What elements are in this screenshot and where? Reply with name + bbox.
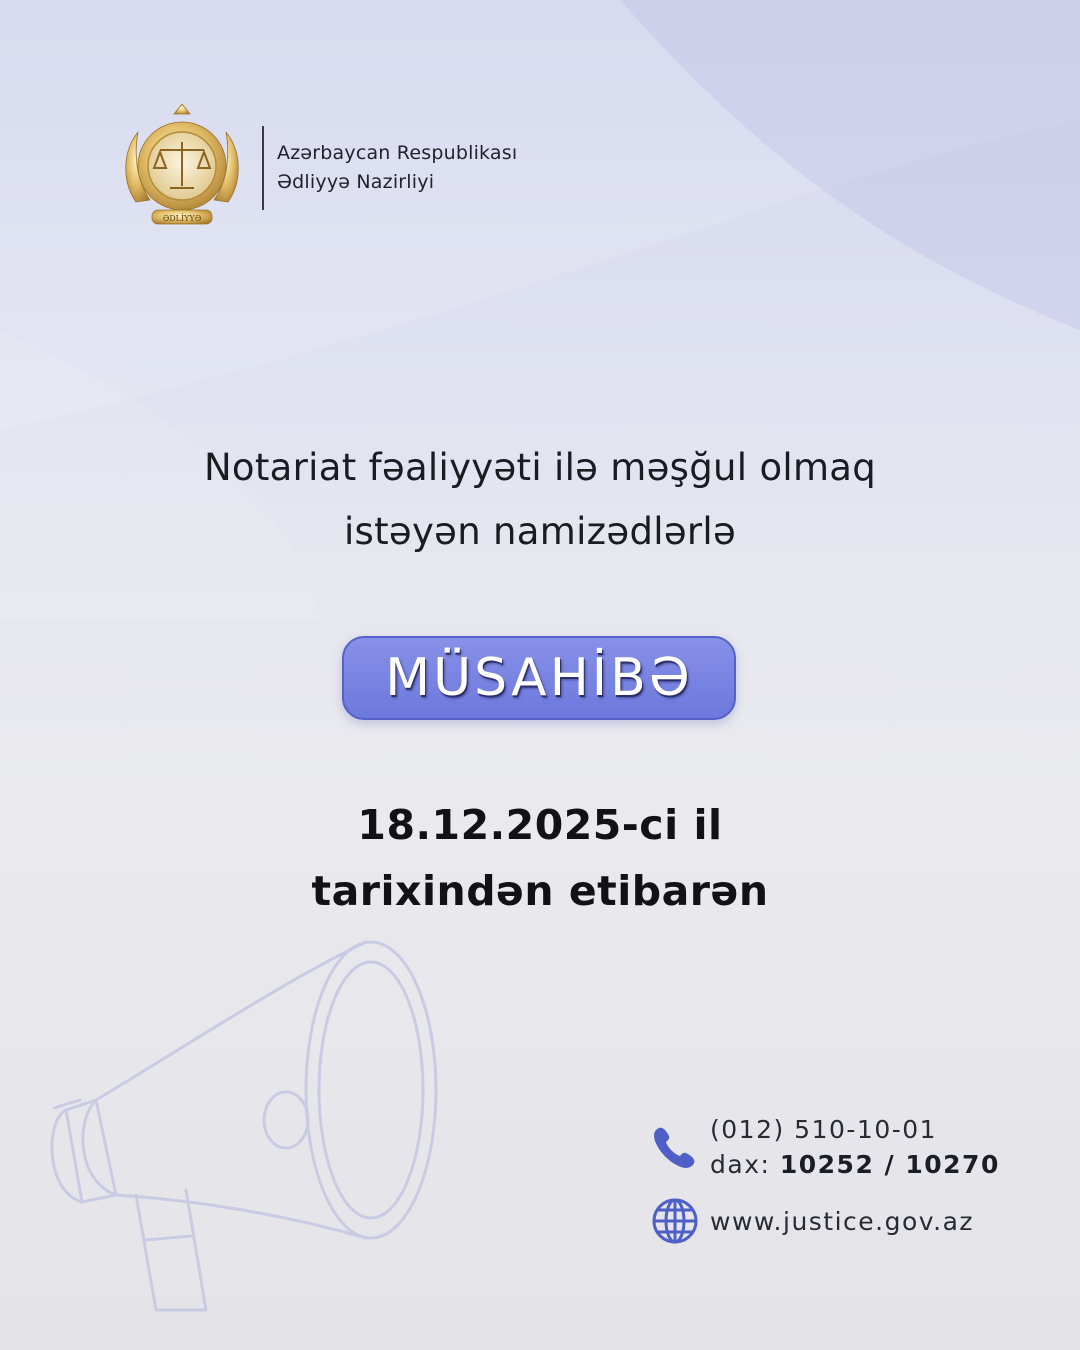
fax-prefix: dax: — [710, 1150, 780, 1179]
website-url[interactable]: www.justice.gov.az — [710, 1206, 975, 1236]
organization-line-2: Ədliyyə Nazirliyi — [277, 171, 435, 193]
header — [116, 103, 517, 233]
emblem-text: ƏDLİYYƏ — [162, 214, 202, 223]
intro-line-2: istəyən namizədlərlə — [343, 510, 737, 553]
date-text — [0, 792, 1080, 924]
contact-website — [650, 1196, 974, 1246]
intro-text — [0, 436, 1080, 564]
interview-badge-label: MÜSAHİBƏ — [385, 648, 693, 708]
globe-icon — [650, 1196, 700, 1246]
header-divider — [262, 126, 264, 210]
organization-line-1: Azərbaycan Respublikası — [277, 142, 518, 164]
emblem-icon — [116, 102, 248, 234]
interview-badge — [342, 636, 736, 720]
phone-number: (012) 510-10-01 — [710, 1115, 938, 1144]
date-line-2: tarixindən etibarən — [311, 867, 769, 915]
date-line-1: 18.12.2025-ci il — [357, 801, 723, 849]
organization-name — [277, 141, 517, 195]
fax-numbers: 10252 / 10270 — [779, 1150, 1000, 1179]
intro-line-1: Notariat fəaliyyəti ilə məşğul olmaq — [203, 446, 877, 489]
megaphone-icon — [36, 940, 456, 1340]
fax-line — [710, 1147, 1000, 1182]
contact-phone — [650, 1112, 1000, 1182]
phone-icon — [650, 1122, 700, 1172]
